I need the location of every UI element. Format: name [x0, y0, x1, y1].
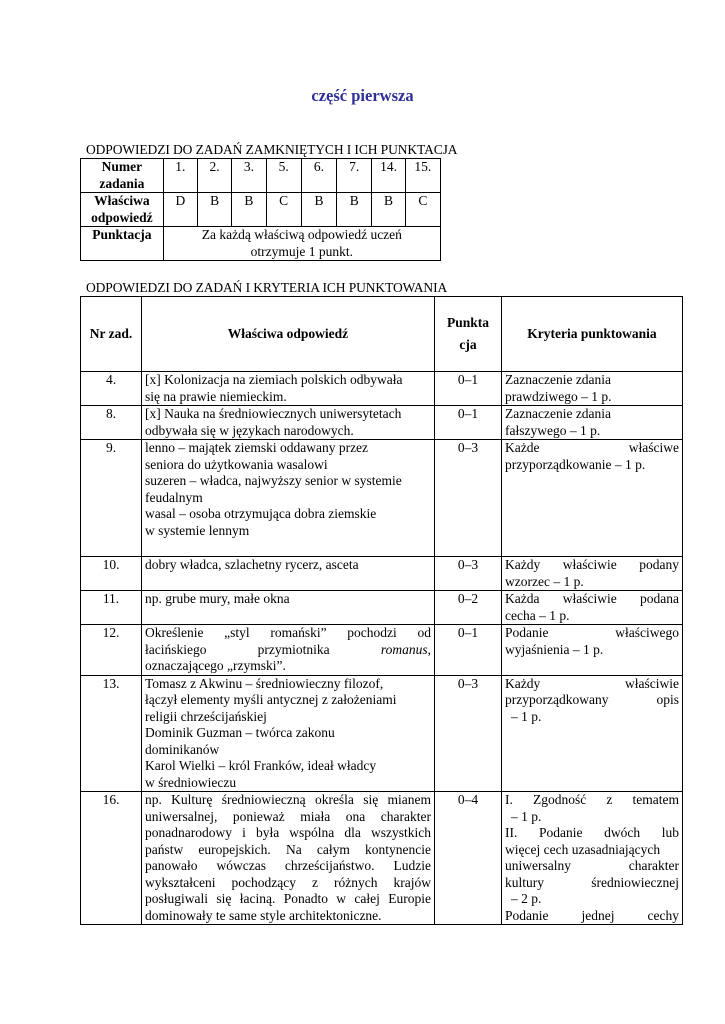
answer-line: państw europejskich. Na całym kontynencie: [145, 841, 431, 857]
task-number-cell: 1.: [163, 159, 197, 193]
closed-answers-table: [80, 158, 441, 261]
criteria-line: Podanie jednej cechy: [505, 907, 679, 923]
criteria-cell: [502, 591, 683, 625]
criteria-line: – 2 p.: [511, 891, 542, 906]
task-number-label: Numer zadania: [81, 159, 164, 193]
table-row: [81, 591, 683, 625]
criteria-line: wzorzec – 1 p.: [505, 573, 584, 589]
task-number: 4.: [81, 372, 142, 406]
answer-cell: [142, 591, 435, 625]
answer-line: posługiwali się łaciną. Ponadto w całej Europie: [145, 891, 431, 906]
criteria-line: Każde właściwe: [505, 440, 679, 455]
criteria-table: [80, 296, 683, 925]
points-cell: 0–4: [435, 792, 502, 925]
answer-line: oznaczającego „rzymski”.: [145, 658, 286, 673]
answer-row: [81, 193, 441, 227]
criteria-line: uniwersalny charakter: [505, 858, 679, 873]
task-number-cell: 2.: [197, 159, 231, 193]
criteria-cell: [502, 372, 683, 406]
answer-cell: [142, 557, 435, 591]
answer-cell: B: [372, 193, 405, 227]
answer-line: wasal – osoba otrzymująca dobra ziemskie: [145, 506, 377, 521]
answer-line: uniwersalnej, ponieważ miała ona charakter: [145, 808, 431, 824]
table-row: [81, 675, 683, 792]
task-number: 12.: [81, 625, 142, 676]
criteria-cell: [502, 406, 683, 440]
criteria-line: przyporządkowany opis: [505, 692, 679, 707]
task-number-row: [81, 159, 441, 193]
header-points-line2: cja: [459, 337, 477, 352]
criteria-cell: [502, 625, 683, 676]
criteria-line: – 1 p.: [511, 708, 542, 724]
task-number-cell: 14.: [372, 159, 405, 193]
criteria-cell: [502, 557, 683, 591]
answer-cell: C: [405, 193, 440, 227]
criteria-line: więcej cech uzasadniających: [505, 841, 661, 857]
criteria-line: Zaznaczenie zdania: [505, 372, 612, 387]
criteria-line: Podanie właściwego: [505, 625, 679, 640]
criteria-cell: [502, 675, 683, 792]
criteria-line: II. Podanie dwóch lub: [505, 825, 679, 840]
task-number-cell: 5.: [266, 159, 301, 193]
answer-cell: B: [301, 193, 336, 227]
answer-line: w średniowieczu: [145, 774, 237, 790]
criteria-header-row: [81, 297, 683, 372]
answer-line: dobry władca, szlachetny rycerz, asceta: [145, 557, 359, 572]
answer-line: [x] Kolonizacja na ziemiach polskich odbywała: [145, 372, 403, 387]
criteria-line: przyporządkowanie – 1 p.: [505, 456, 646, 472]
scoring-note: Za każdą właściwą odpowiedź uczeń otrzymuje 1 punkt.: [163, 227, 440, 261]
criteria-line: kultury średniowiecznej: [505, 874, 679, 890]
task-number-cell: 15.: [405, 159, 440, 193]
task-number-cell: 3.: [232, 159, 266, 193]
answer-cell: [142, 440, 435, 557]
answer-line: seniora do użytkowania wasalowi: [145, 456, 328, 472]
criteria-line: – 1 p.: [511, 808, 542, 824]
answer-line: w systemie lennym: [145, 522, 250, 538]
header-points-line1: Punkta: [446, 315, 490, 330]
criteria-line: wyjaśnienia – 1 p.: [505, 641, 604, 657]
answer-line: odbywała się w językach narodowych.: [145, 422, 354, 438]
task-number-cell: 6.: [301, 159, 336, 193]
points-cell: 0–3: [435, 675, 502, 792]
answer-line: dominowały te same style architektoniczne.: [145, 907, 382, 923]
criteria-line: Zaznaczenie zdania: [505, 406, 612, 421]
points-cell: 0–1: [435, 625, 502, 676]
answer-line: np. grube mury, małe okna: [145, 591, 290, 606]
header-points: [435, 297, 502, 372]
answer-text: ,: [427, 641, 431, 657]
points-cell: 0–3: [435, 440, 502, 557]
answer-cell: D: [163, 193, 197, 227]
points-cell: 0–3: [435, 557, 502, 591]
answer-line: Tomasz z Akwinu – średniowieczny filozof,: [145, 675, 384, 691]
criteria-line: Każdy właściwie podany: [505, 557, 679, 572]
page-title: część pierwsza: [311, 86, 414, 105]
points-cell: 0–2: [435, 591, 502, 625]
task-number: 16.: [81, 792, 142, 925]
answer-line: Określenie „styl romański” pochodzi od: [145, 625, 431, 640]
answer-label: Właściwa odpowiedź: [81, 193, 164, 227]
criteria-line: cecha – 1 p.: [505, 607, 570, 623]
criteria-cell: [502, 440, 683, 557]
table-row: [81, 625, 683, 676]
answer-italic-term: romanus: [380, 641, 428, 657]
answer-cell: [142, 372, 435, 406]
task-number: 11.: [81, 591, 142, 625]
task-number: 8.: [81, 406, 142, 440]
criteria-line: Każdy właściwie: [505, 675, 679, 691]
answer-line: się na prawie niemieckim.: [145, 388, 287, 404]
answer-line: lenno – majątek ziemski oddawany przez: [145, 440, 369, 455]
answer-line: łączył elementy myśli antycznej z założeniami: [145, 692, 397, 707]
scoring-label: Punktacja: [81, 227, 164, 261]
table-row: [81, 557, 683, 591]
criteria-line: fałszywego – 1 p.: [505, 422, 601, 438]
answer-cell: [142, 792, 435, 925]
answer-cell: B: [197, 193, 231, 227]
answer-cell: [142, 625, 435, 676]
section2-heading: ODPOWIEDZI DO ZADAŃ I KRYTERIA ICH PUNKTOWANIA: [86, 280, 448, 295]
answer-line: Karol Wielki – król Franków, ideał władcy: [145, 758, 377, 773]
criteria-cell: [502, 792, 683, 925]
answer-line: [145, 642, 431, 659]
table-row: [81, 440, 683, 557]
scoring-row: [81, 227, 441, 261]
task-number: 9.: [81, 440, 142, 557]
header-nr: Nr zad.: [81, 297, 142, 372]
answer-line: suzeren – władca, najwyższy senior w systemie: [145, 473, 402, 488]
answer-cell: B: [337, 193, 372, 227]
table-row: [81, 406, 683, 440]
answer-line: feudalnym: [145, 489, 203, 505]
task-number-cell: 7.: [337, 159, 372, 193]
answer-cell: [142, 406, 435, 440]
points-cell: 0–1: [435, 406, 502, 440]
answer-cell: B: [232, 193, 266, 227]
answer-line: ponadnarodowy i była wspólna dla wszystkich: [145, 825, 431, 840]
answer-line: dominikanów: [145, 741, 220, 757]
table-row: [81, 792, 683, 925]
task-number: 10.: [81, 557, 142, 591]
criteria-line: prawdziwego – 1 p.: [505, 388, 612, 404]
answer-line: Dominik Guzman – twórca zakonu: [145, 725, 335, 740]
answer-text: łacińskiego przymiotnika: [145, 641, 381, 657]
header-criteria: Kryteria punktowania: [502, 297, 683, 372]
section1-heading: ODPOWIEDZI DO ZADAŃ ZAMKNIĘTYCH I ICH PUNKTACJA: [86, 142, 458, 157]
answer-line: panowało wówczas chrześcijaństwo. Ludzie: [145, 858, 431, 873]
answer-line: religii chrześcijańskiej: [145, 708, 267, 724]
answer-cell: [142, 675, 435, 792]
criteria-line: Każda właściwie podana: [505, 591, 679, 606]
criteria-line: I. Zgodność z tematem: [505, 792, 679, 807]
points-cell: 0–1: [435, 372, 502, 406]
header-answer: Właściwa odpowiedź: [142, 297, 435, 372]
table-row: [81, 372, 683, 406]
task-number: 13.: [81, 675, 142, 792]
answer-line: [x] Nauka na średniowiecznych uniwersytetach: [145, 406, 402, 421]
answer-line: wykształceni pochodzący z różnych krajów: [145, 874, 431, 890]
answer-line: np. Kulturę średniowieczną określa się mianem: [145, 792, 431, 807]
answer-cell: C: [266, 193, 301, 227]
